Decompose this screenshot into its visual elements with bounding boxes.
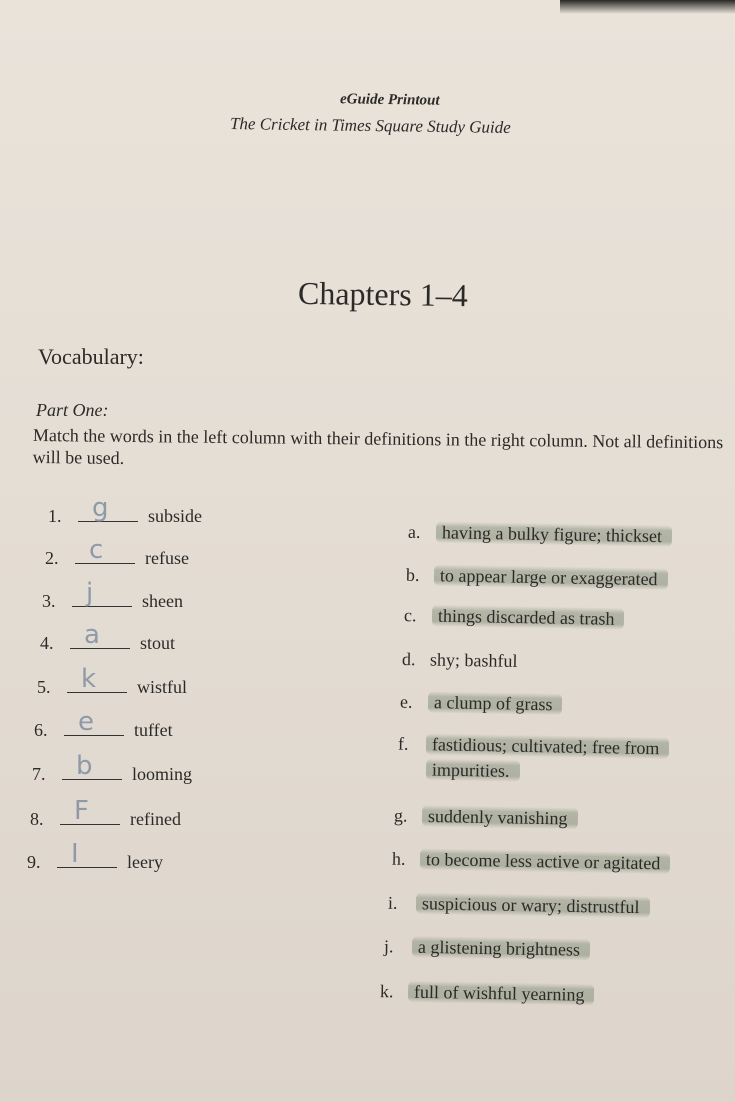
definition-text: having a bulky figure; thickset	[436, 521, 672, 547]
definition-text: fastidious; cultivated; free from	[426, 733, 670, 759]
handwritten-answer: j	[86, 578, 94, 608]
vocab-word: subside	[148, 506, 202, 526]
definition-f: f. fastidious; cultivated; free from	[398, 734, 670, 760]
vocab-item-4: 4. a stout	[40, 620, 176, 653]
vocab-item-2: 2. c refuse	[45, 535, 189, 568]
vocab-item-5: 5. k wistful	[37, 664, 188, 697]
chapter-title: Chapters 1–4	[297, 274, 469, 314]
definition-a: a. having a bulky figure; thickset	[408, 522, 672, 548]
section-title: Vocabulary:	[38, 344, 144, 369]
vocab-word: refined	[130, 809, 181, 829]
handwritten-answer: e	[78, 707, 94, 737]
handwritten-answer: F	[74, 796, 89, 826]
vocab-word: tuffet	[134, 720, 173, 740]
vocab-word: looming	[132, 764, 193, 784]
vocab-word: stout	[140, 633, 176, 653]
definition-text: a clump of grass	[428, 691, 563, 715]
vocab-word: leery	[127, 852, 163, 872]
vocab-word: refuse	[145, 548, 189, 568]
definition-text: to appear large or exaggerated	[434, 564, 668, 590]
definition-d: d. shy; bashful	[401, 648, 518, 672]
definition-j: j. a glistening brightness	[384, 936, 590, 961]
definition-h: h. to become less active or agitated	[392, 849, 671, 875]
definition-c: c. things discarded as trash	[404, 605, 625, 630]
definition-text: suspicious or wary; distrustful	[416, 892, 650, 918]
definition-text: impurities.	[426, 758, 520, 782]
vocab-word: wistful	[137, 677, 188, 697]
handwritten-answer: b	[76, 751, 93, 781]
printout-label: eGuide Printout	[339, 91, 440, 109]
answer-blank[interactable]	[67, 664, 127, 694]
vocab-item-1: 1. g subside	[48, 493, 202, 526]
answer-blank[interactable]	[70, 620, 130, 650]
handwritten-answer: a	[84, 620, 100, 650]
vocab-item-9: 9. I leery	[27, 839, 163, 872]
definition-text: a glistening brightness	[412, 936, 590, 961]
definition-b: b. to appear large or exaggerated	[406, 565, 668, 591]
vocab-word: sheen	[142, 591, 183, 611]
handwritten-answer: k	[81, 664, 97, 694]
page-edge-shadow	[560, 0, 735, 14]
vocab-item-6: 6. e tuffet	[34, 707, 173, 740]
answer-blank[interactable]	[57, 839, 117, 869]
vocab-item-3: 3. j sheen	[42, 578, 183, 611]
definition-text: full of wishful yearning	[408, 981, 595, 1006]
handwritten-answer: I	[71, 839, 79, 869]
instructions: Match the words in the left column with their definitions in the right column. Not all definitions will be used.	[32, 424, 724, 468]
part-title: Part One:	[36, 400, 109, 420]
definition-text: suddenly vanishing	[422, 805, 578, 830]
guide-title: The Cricket in Times Square Study Guide	[229, 114, 511, 137]
definition-text: to become less active or agitated	[420, 848, 671, 874]
definition-e: e. a clump of grass	[400, 692, 563, 716]
answer-blank[interactable]	[62, 751, 122, 781]
definition-text: things discarded as trash	[432, 605, 625, 630]
answer-blank[interactable]	[78, 493, 138, 523]
handwritten-answer: g	[92, 493, 109, 523]
answer-blank[interactable]	[72, 578, 132, 608]
handwritten-answer: c	[89, 535, 104, 565]
vocab-item-7: 7. b looming	[32, 751, 193, 784]
vocab-item-8: 8. F refined	[30, 796, 181, 829]
definition-text: shy; bashful	[429, 649, 518, 672]
definition-i: i. suspicious or wary; distrustful	[388, 893, 650, 919]
definition-f-continued	[398, 759, 520, 782]
answer-blank[interactable]	[75, 535, 135, 565]
definition-k: k. full of wishful yearning	[380, 981, 595, 1006]
definition-g: g. suddenly vanishing	[394, 805, 578, 829]
answer-blank[interactable]	[64, 707, 124, 737]
answer-blank[interactable]	[60, 796, 120, 826]
